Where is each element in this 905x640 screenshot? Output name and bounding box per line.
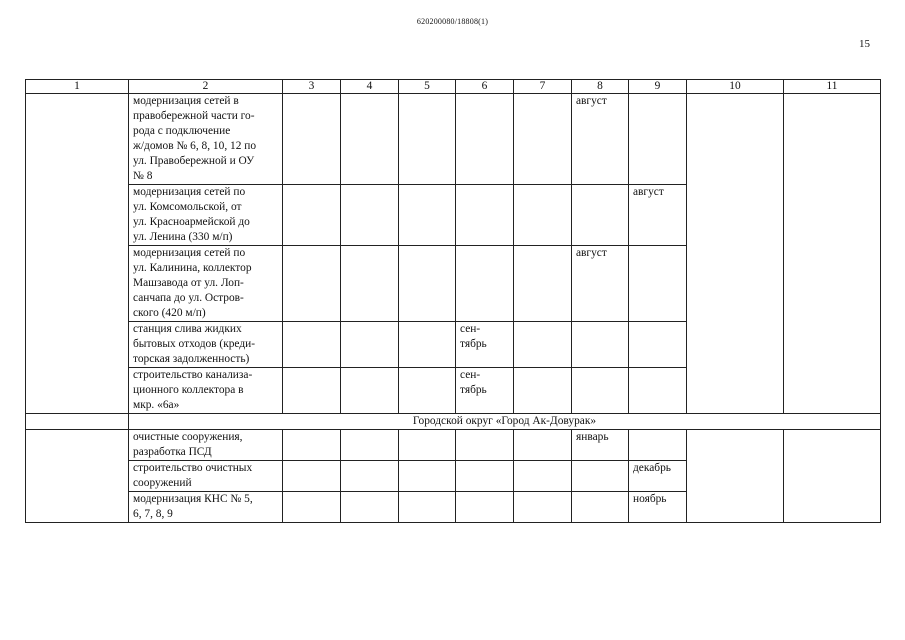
month-cell <box>572 492 629 523</box>
header-col-8: 8 <box>572 80 629 94</box>
empty-cell <box>399 461 456 492</box>
empty-cell <box>283 94 341 185</box>
month-cell <box>456 246 514 322</box>
empty-cell <box>341 461 399 492</box>
header-col-2: 2 <box>129 80 283 94</box>
empty-cell <box>283 461 341 492</box>
header-col-10: 10 <box>687 80 784 94</box>
empty-cell <box>399 368 456 414</box>
header-col-3: 3 <box>283 80 341 94</box>
empty-cell <box>514 246 572 322</box>
region-row <box>26 414 881 430</box>
row-description: строительство канализа- ционного коллектора в мкр. «6а» <box>129 368 283 414</box>
header-col-6: 6 <box>456 80 514 94</box>
row-description: модернизация сетей по ул. Комсомольской, от ул. Красноармейской до ул. Ленина (330 м/п) <box>129 185 283 246</box>
empty-cell <box>283 246 341 322</box>
empty-cell <box>514 185 572 246</box>
month-cell <box>629 246 687 322</box>
month-cell: сен- тябрь <box>456 322 514 368</box>
row-description: станция слива жидких бытовых отходов (креди- торская задолженность) <box>129 322 283 368</box>
header-col-1: 1 <box>26 80 129 94</box>
header-col-4: 4 <box>341 80 399 94</box>
header-row <box>26 80 881 94</box>
row-description: модернизация сетей в правобережной части го- рода с подключение ж/домов № 6, 8, 10, 12 по ул. Правобережной и ОУ № 8 <box>129 94 283 185</box>
empty-cell <box>399 246 456 322</box>
empty-cell <box>399 430 456 461</box>
empty-cell <box>341 322 399 368</box>
month-cell: январь <box>572 430 629 461</box>
month-cell: август <box>572 94 629 185</box>
row-description: строительство очистных сооружений <box>129 461 283 492</box>
table-row <box>26 94 881 185</box>
month-cell: декабрь <box>629 461 687 492</box>
region-title: Городской округ «Город Ак-Довурак» <box>129 414 881 430</box>
empty-cell <box>341 492 399 523</box>
month-cell: август <box>572 246 629 322</box>
empty-cell <box>283 368 341 414</box>
month-cell <box>572 368 629 414</box>
empty-cell <box>514 461 572 492</box>
header-col-11: 11 <box>784 80 881 94</box>
row-description: очистные сооружения, разработка ПСД <box>129 430 283 461</box>
empty-cell <box>399 185 456 246</box>
month-cell <box>456 94 514 185</box>
empty-cell <box>341 430 399 461</box>
row-description: модернизация сетей по ул. Калинина, коллектор Машзавода от ул. Лоп- санчапа до ул. Остров- ского (420 м/п) <box>129 246 283 322</box>
empty-cell <box>283 492 341 523</box>
empty-cell <box>456 461 514 492</box>
row-description: модернизация КНС № 5, 6, 7, 8, 9 <box>129 492 283 523</box>
month-cell <box>629 94 687 185</box>
month-cell: ноябрь <box>629 492 687 523</box>
col10-merged-cell <box>687 430 784 523</box>
month-cell <box>572 461 629 492</box>
empty-cell <box>456 492 514 523</box>
col11-merged-cell <box>784 94 881 414</box>
empty-cell <box>283 322 341 368</box>
month-cell <box>629 430 687 461</box>
empty-cell <box>283 185 341 246</box>
empty-cell <box>514 430 572 461</box>
col1-merged-cell <box>26 430 129 523</box>
col1-merged-cell <box>26 94 129 414</box>
empty-cell <box>399 94 456 185</box>
region-empty-cell <box>26 414 129 430</box>
empty-cell <box>514 322 572 368</box>
table-row <box>26 430 881 461</box>
month-cell <box>629 322 687 368</box>
empty-cell <box>341 185 399 246</box>
empty-cell <box>341 368 399 414</box>
empty-cell <box>514 94 572 185</box>
empty-cell <box>399 492 456 523</box>
month-cell <box>629 368 687 414</box>
document-id: 620200080/18808(1) <box>416 17 489 26</box>
month-cell <box>456 185 514 246</box>
header-col-7: 7 <box>514 80 572 94</box>
month-cell <box>572 322 629 368</box>
month-cell: август <box>629 185 687 246</box>
empty-cell <box>341 246 399 322</box>
page-number: 15 <box>859 38 870 50</box>
col10-merged-cell <box>687 94 784 414</box>
schedule-table <box>25 79 881 523</box>
empty-cell <box>283 430 341 461</box>
month-cell: сен- тябрь <box>456 368 514 414</box>
empty-cell <box>456 430 514 461</box>
col11-merged-cell <box>784 430 881 523</box>
empty-cell <box>399 322 456 368</box>
header-col-5: 5 <box>399 80 456 94</box>
empty-cell <box>514 368 572 414</box>
empty-cell <box>341 94 399 185</box>
empty-cell <box>514 492 572 523</box>
header-col-9: 9 <box>629 80 687 94</box>
month-cell <box>572 185 629 246</box>
